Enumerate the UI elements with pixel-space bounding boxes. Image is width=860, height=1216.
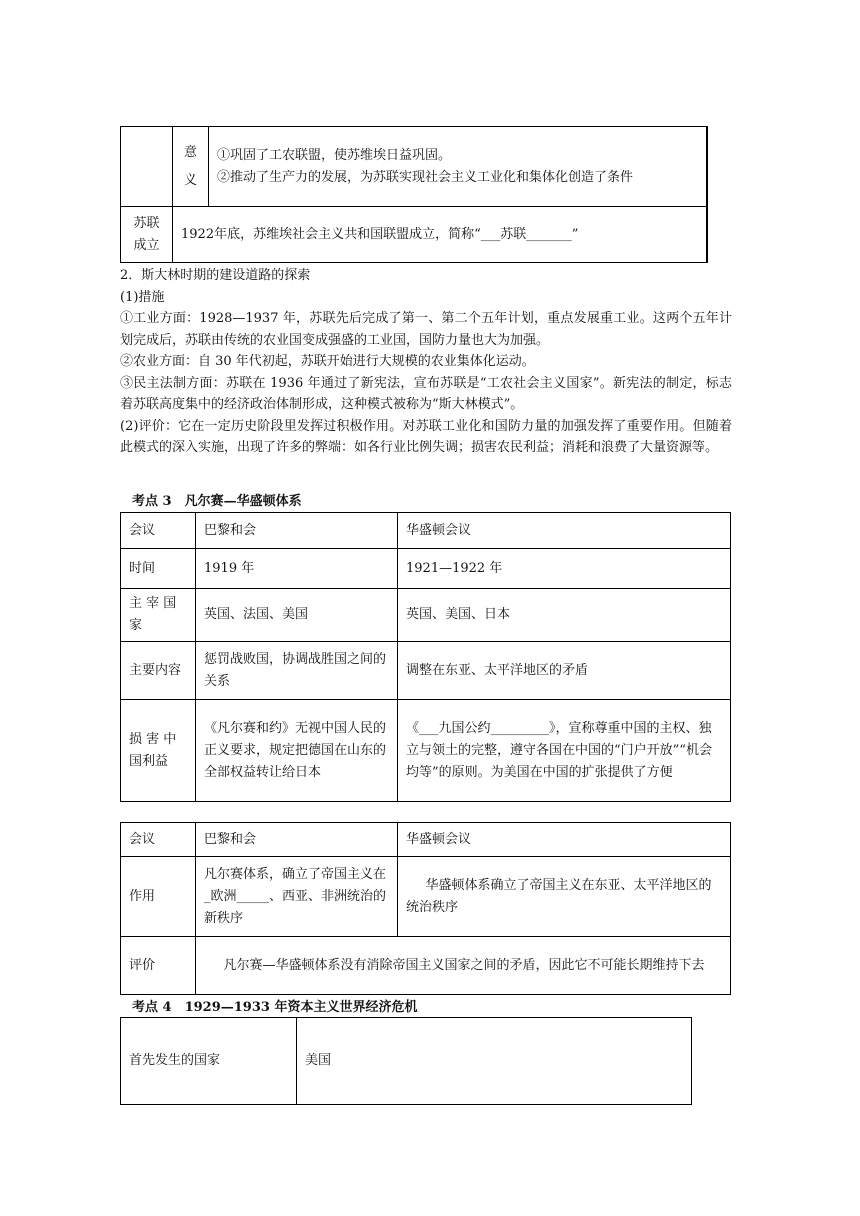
header-cell: 华盛顿会议 [398,823,731,857]
row-label: 主 宰 国家 [121,589,196,642]
economic-crisis-table [120,1017,692,1105]
versailles-washington-table [120,512,731,802]
row-label: 时间 [121,549,196,589]
section-stalin-model [120,265,732,459]
paragraph: (2)评价：它在一定历史阶段里发挥过积极作用。对苏联工业化和国防力量的加强发挥了重要作用。但随着此模式的深入实施，出现了许多的弊端：如各行业比例失调；损害农民利益；消耗和浪费了大量资源等。 [120,418,732,455]
cell: 凡尔赛体系，确立了帝国主义在_欧洲_____、西亚、非洲统治的新秩序 [196,857,398,937]
system-evaluation-table [120,822,731,995]
paragraph: ①工业方面：1928—1937 年，苏联先后完成了第一、第二个五年计划，重点发展重工业。这两个五年计划完成后，苏联由传统的农业国变成强盛的工业国，国防力量也大为加强。 [120,311,732,348]
table-header-row [121,513,731,549]
cell: 华盛顿体系确立了帝国主义在东亚、太平洋地区的统治秩序 [398,857,731,937]
significance-label: 意 义 [173,127,209,207]
table-row [121,937,731,995]
table-row [121,857,731,937]
significance-item: ②推动了生产力的发展，为苏联实现社会主义工业化和集体化创造了条件 [217,169,634,185]
founding-content: 1922年底，苏维埃社会主义共和国联盟成立，简称“___苏联_______” [173,207,707,263]
table-row [121,207,707,263]
table-row [121,127,707,207]
cell: 惩罚战败国，协调战胜国之间的关系 [196,642,398,700]
significance-content [209,127,707,207]
empty-cell [121,127,173,207]
header-cell: 华盛顿会议 [398,513,731,549]
measures-title: (1)措施 [120,289,165,305]
row-label: 作用 [121,857,196,937]
header-cell: 巴黎和会 [196,823,398,857]
cell: 凡尔赛—华盛顿体系没有消除帝国主义国家之间的矛盾，因此它不可能长期维持下去 [196,937,731,995]
row-label: 评价 [121,937,196,995]
section-title: 2．斯大林时期的建设道路的探索 [120,268,311,283]
row-label: 首先发生的国家 [121,1018,297,1105]
founding-label: 苏联 成立 [121,207,173,263]
paragraph: ③民主法制方面：苏联在 1936 年通过了新宪法，宣布苏联是“工农社会主义国家”。新宪法的制定，标志着苏联高度集中的经济政治体制形成，这种模式被称为“斯大林模式”。 [120,375,732,412]
cell: 《凡尔赛和约》无视中国人民的正义要求，规定把德国在山东的全部权益转让给日本 [196,700,398,802]
significance-item: ①巩固了工农联盟，使苏维埃日益巩固。 [217,147,452,163]
cell: 英国、法国、美国 [196,589,398,642]
table-row [121,1018,692,1105]
cell: 1919 年 [196,549,398,589]
table-row [121,642,731,700]
cell: 《___九国公约_________》，宣称尊重中国的主权、独立与领土的完整，遵守各国在中国的“门户开放”“机会均等”的原则。为美国在中国的扩张提供了方便 [398,700,731,802]
header-cell: 会议 [121,823,196,857]
cell: 调整在东亚、太平洋地区的矛盾 [398,642,731,700]
row-label: 损 害 中国利益 [121,700,196,802]
ussr-table [120,126,708,263]
fill-blank: ___苏联_______ [480,226,572,242]
kaodian-4-title: 考点 4 1929—1933 年资本主义世界经济危机 [132,1000,418,1015]
table-row [121,549,731,589]
table-row [121,589,731,642]
kaodian-3-title: 考点 3 凡尔赛—华盛顿体系 [132,494,302,509]
header-cell: 巴黎和会 [196,513,398,549]
cell: 美国 [297,1018,692,1105]
paragraph: ②农业方面：自 30 年代初起，苏联开始进行大规模的农业集体化运动。 [120,354,535,369]
row-label: 主要内容 [121,642,196,700]
cell: 1921—1922 年 [398,549,731,589]
cell: 英国、美国、日本 [398,589,731,642]
table-header-row [121,823,731,857]
table-row [121,700,731,802]
header-cell: 会议 [121,513,196,549]
